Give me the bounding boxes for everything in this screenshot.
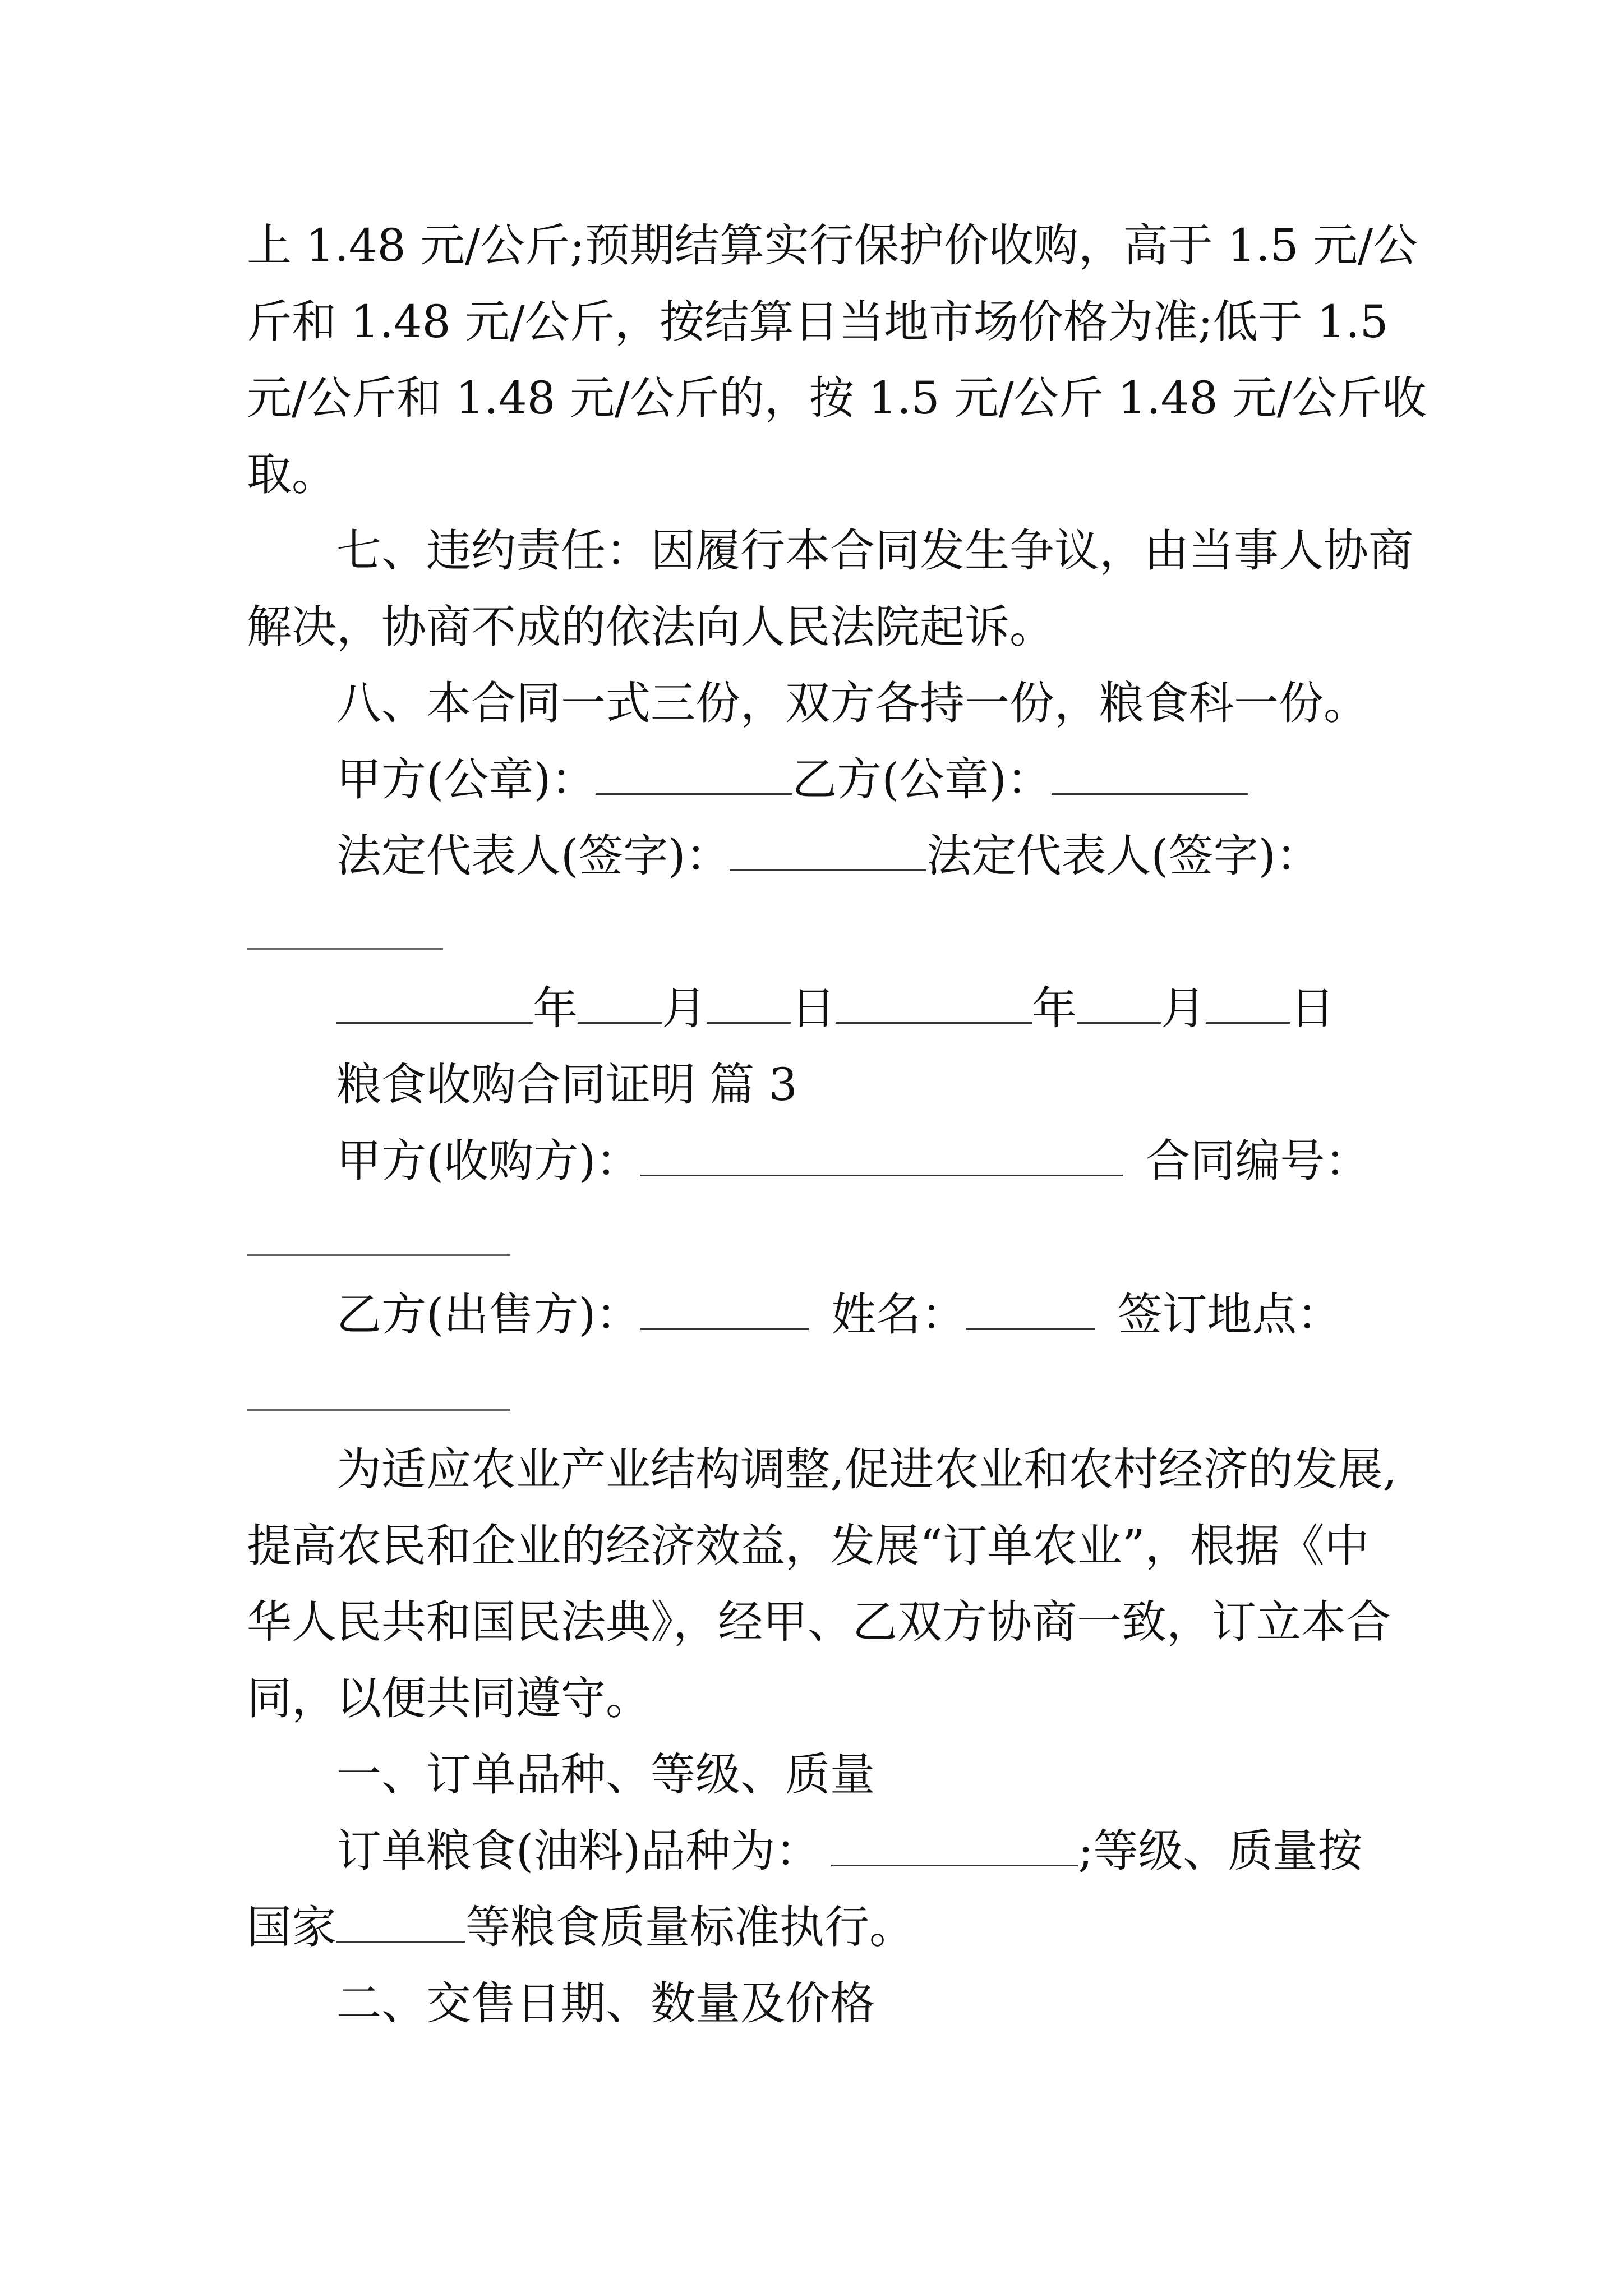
party-a-seal-label: 甲方(公章)：	[336, 753, 596, 806]
clause6-line-3: 元/公斤和 1.48 元/公斤的，按 1.5 元/公斤 1.48 元/公斤收	[247, 372, 1427, 424]
intro-line-1: 为适应农业产业结构调整,促进农业和农村经济的发展,	[336, 1443, 1397, 1496]
party-b-year-label: 年	[1032, 982, 1077, 1034]
contract-no-blank[interactable]	[247, 1254, 510, 1256]
party-a-rep-blank[interactable]	[730, 823, 926, 871]
party-b-day-blank[interactable]	[1206, 976, 1290, 1024]
name-blank[interactable]	[966, 1282, 1095, 1330]
clause6-line-1: 上 1.48 元/公斤;预期结算实行保护价收购，高于 1.5 元/公	[247, 219, 1418, 272]
clause1-standard-line	[247, 1889, 914, 1966]
party-a-seal-blank[interactable]	[596, 747, 792, 795]
buyer-line	[336, 1123, 1370, 1199]
name-label: 姓名：	[831, 1289, 966, 1341]
party-a-rep-label: 法定代表人(签字)：	[336, 830, 731, 882]
standard-label: 等粮食质量标准执行。	[465, 1901, 914, 1953]
party-a-month-label: 月	[662, 982, 707, 1034]
section3-title: 粮食收购合同证明 篇 3	[336, 1059, 797, 1111]
clause6-line-4: 取。	[247, 448, 336, 500]
clause2-heading: 二、交售日期、数量及价格	[336, 1977, 875, 2030]
party-b-day-label: 日	[1290, 982, 1335, 1034]
party-b-rep-blank[interactable]	[247, 948, 443, 950]
intro-line-4: 同，以便共同遵守。	[247, 1672, 651, 1724]
signing-place-label: 签订地点：	[1117, 1289, 1342, 1341]
seller-blank[interactable]	[640, 1282, 809, 1330]
party-a-month-blank[interactable]	[578, 976, 662, 1024]
party-b-rep-label: 法定代表人(签字)：	[926, 830, 1321, 882]
intro-line-3: 华人民共和国民法典》，经甲、乙双方协商一致，订立本合	[247, 1596, 1391, 1648]
seller-label: 乙方(出售方)：	[336, 1289, 641, 1341]
party-b-month-label: 月	[1161, 982, 1206, 1034]
national-label: 国家	[247, 1901, 336, 1953]
clause6-line-2: 斤和 1.48 元/公斤，按结算日当地市场价格为准;低于 1.5	[247, 296, 1389, 348]
party-b-seal-blank[interactable]	[1052, 747, 1248, 795]
intro-line-2: 提高农民和企业的经济效益，发展“订单农业”，根据《中	[247, 1520, 1370, 1572]
buyer-blank[interactable]	[640, 1129, 1123, 1176]
clause7-line-1: 七、违约责任：因履行本合同发生争议，由当事人协商	[336, 524, 1413, 577]
party-b-seal-label: 乙方(公章)：	[792, 753, 1052, 806]
seal-line	[336, 742, 1248, 818]
representative-line	[336, 818, 1321, 894]
grade-level-blank[interactable]	[336, 1895, 465, 1943]
party-a-day-blank[interactable]	[707, 976, 791, 1024]
clause1-heading: 一、订单品种、等级、质量	[336, 1749, 875, 1801]
party-b-year-blank[interactable]	[836, 976, 1032, 1024]
clause8: 八、本合同一式三份，双方各持一份，粮食科一份。	[336, 677, 1368, 729]
party-a-year-label: 年	[533, 982, 578, 1034]
clause7-line-2: 解决，协商不成的依法向人民法院起诉。	[247, 601, 1054, 653]
date-line	[336, 970, 1335, 1047]
party-b-month-blank[interactable]	[1077, 976, 1161, 1024]
signing-place-blank[interactable]	[247, 1409, 510, 1411]
party-a-day-label: 日	[791, 982, 836, 1034]
seller-line	[336, 1277, 1341, 1353]
variety-blank[interactable]	[831, 1819, 1078, 1866]
grade-label: ;等级、质量按	[1078, 1825, 1363, 1877]
contract-no-label: 合同编号：	[1145, 1135, 1370, 1187]
variety-label: 订单粮食(油料)品种为：	[336, 1825, 820, 1877]
buyer-label: 甲方(收购方)：	[336, 1135, 641, 1187]
party-a-year-blank[interactable]	[336, 976, 533, 1024]
clause1-variety-line	[336, 1813, 1362, 1889]
